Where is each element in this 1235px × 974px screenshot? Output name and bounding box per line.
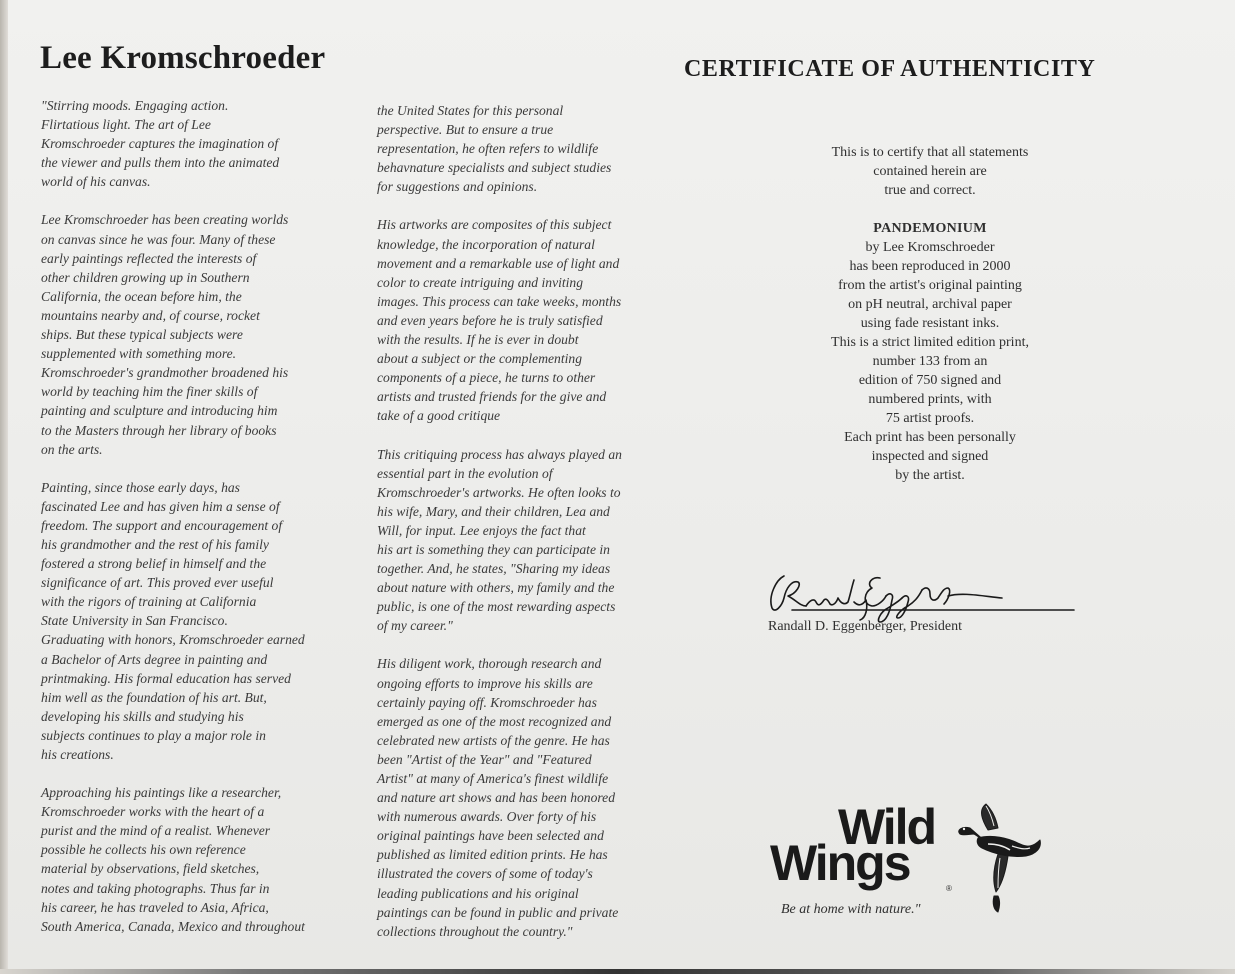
bio-line: his career, he has traveled to Asia, Africa,	[41, 899, 269, 915]
bio-line: Will, for input. Lee enjoys the fact that	[377, 522, 586, 538]
cert-detail-line: This is a strict limited edition print,	[831, 335, 1029, 350]
registered-mark: ®	[946, 884, 952, 893]
bio-line: public, is one of the most rewarding aspects	[377, 599, 616, 615]
bio-line: His artworks are composites of this subject	[377, 217, 612, 233]
cert-detail-line: Each print has been personally	[844, 430, 1016, 445]
bio-paragraph	[41, 96, 361, 191]
bio-line: developing his skills and studying his	[41, 708, 244, 724]
bio-line: purist and the mind of a realist. Whenever	[41, 823, 271, 839]
bio-line: early paintings reflected the interests of	[41, 250, 257, 266]
bio-line: Kromschroeder's grandmother broadened his	[41, 365, 289, 381]
bio-line: celebrated new artists of the genre. He has	[377, 732, 610, 748]
bio-line: subjects continues to play a major role in	[41, 727, 266, 743]
bio-paragraph	[41, 210, 361, 458]
bio-line: fostered a strong belief in himself and the	[41, 556, 267, 572]
cert-spacer	[790, 200, 1070, 219]
bio-line: Flirtatious light. The art of Lee	[41, 117, 211, 133]
bio-line: Painting, since those early days, has	[41, 479, 240, 495]
bio-line: other children growing up in Southern	[41, 269, 250, 285]
bio-line: freedom. The support and encouragement of	[41, 517, 283, 533]
flying-duck-icon	[948, 800, 1058, 915]
bio-line: painting and sculpture and introducing him	[41, 403, 278, 419]
bio-line: with the results. If he is ever in doubt	[377, 332, 579, 348]
bio-line: representation, he often refers to wildlife	[377, 141, 599, 157]
bio-line: been "Artist of the Year" and "Featured	[377, 751, 592, 767]
bio-line: Lee Kromschroeder has been creating worlds	[41, 212, 289, 228]
paper-bottom-edge	[0, 969, 1235, 974]
bio-line: of my career."	[377, 618, 453, 634]
bio-line: and nature art shows and has been honored	[377, 790, 616, 806]
logo-word-wild: Wild	[838, 799, 936, 855]
cert-detail-line: has been reproduced in 2000	[849, 259, 1011, 274]
handwritten-signature	[762, 566, 1082, 626]
bio-line: take of a good critique	[377, 408, 501, 424]
bio-line: about a subject or the complementing	[377, 351, 583, 367]
cert-detail-line: using fade resistant inks.	[860, 316, 1000, 331]
cert-detail-line: on pH neutral, archival paper	[848, 297, 1012, 312]
bio-line: behavnature specialists and subject studies	[377, 160, 612, 176]
bio-line: Kromschroeder works with the heart of a	[41, 804, 265, 820]
bio-line: collections throughout the country."	[377, 923, 573, 939]
bio-line: world of his canvas.	[41, 174, 151, 190]
bio-line: him well as the foundation of his art. But,	[41, 689, 267, 705]
bio-line: about nature with others, my family and the	[377, 580, 615, 596]
bio-line: paintings can be found in public and private	[377, 904, 619, 920]
bio-line: ongoing efforts to improve his skills are	[377, 675, 593, 691]
bio-line: ships. But these typical subjects were	[41, 327, 243, 343]
paper-left-edge	[0, 0, 8, 974]
bio-line: a Bachelor of Arts degree in painting and	[41, 651, 268, 667]
logo-word-wings: Wings	[770, 835, 910, 891]
bio-line: together. And, he states, "Sharing my ideas	[377, 561, 611, 577]
bio-line: possible he collects his own reference	[41, 842, 246, 858]
bio-line: to the Masters through her library of books	[41, 422, 277, 438]
bio-line: Kromschroeder's artworks. He often looks to	[377, 484, 621, 500]
bio-line: California, the ocean before him, the	[41, 288, 242, 304]
bio-line: Kromschroeder captures the imagination of	[41, 136, 279, 152]
bio-line: printmaking. His formal education has served	[41, 670, 291, 686]
bio-line: fascinated Lee and has given him a sense of	[41, 498, 280, 514]
bio-line: Graduating with honors, Kromschroeder earned	[41, 632, 305, 648]
logo-tagline: Be at home with nature."	[781, 902, 921, 917]
biography-column-1	[41, 96, 361, 955]
wild-wings-logo	[770, 800, 1070, 930]
bio-paragraph	[41, 478, 361, 764]
bio-line: for suggestions and opinions.	[377, 179, 538, 195]
bio-paragraph	[377, 101, 682, 196]
bio-line: movement and a remarkable use of light and	[377, 255, 620, 271]
bio-line: the viewer and pulls them into the animated	[41, 155, 280, 171]
bio-line: world by teaching him the finer skills of	[41, 384, 258, 400]
bio-line: mountains nearby and, of course, rocket	[41, 307, 260, 323]
bio-line: on the arts.	[41, 441, 103, 457]
cert-detail-line: by Lee Kromschroeder	[865, 240, 995, 255]
bio-line: perspective. But to ensure a true	[377, 122, 554, 138]
cert-detail-line: numbered prints, with	[868, 392, 992, 407]
bio-line: the United States for this personal	[377, 103, 564, 118]
cert-intro-line: contained herein are	[873, 164, 987, 179]
bio-line: illustrated the covers of some of today's	[377, 866, 593, 882]
bio-line: emerged as one of the most recognized and	[377, 713, 612, 729]
bio-line: Artist" at many of America's finest wildlife	[377, 771, 609, 786]
bio-line: South America, Canada, Mexico and throughout	[41, 918, 305, 934]
bio-line: his art is something they can participate in	[377, 541, 610, 557]
cert-detail-line: edition of 750 signed and	[858, 373, 1002, 388]
bio-paragraph	[41, 783, 361, 936]
bio-line: His diligent work, thorough research and	[377, 656, 602, 672]
bio-line: color to create intriguing and inviting	[377, 274, 584, 290]
cert-detail-line: number 133 from an	[872, 354, 988, 369]
cert-detail-line: 75 artist proofs.	[885, 411, 975, 426]
bio-line: on canvas since he was four. Many of these	[41, 231, 276, 247]
biography-column-2	[377, 101, 682, 960]
bio-paragraph	[377, 445, 682, 636]
cert-intro-line: This is to certify that all statements	[831, 145, 1029, 160]
bio-line: significance of art. This proved ever useful	[41, 575, 274, 591]
cert-detail-line: by the artist.	[895, 468, 965, 483]
bio-line: published as limited edition prints. He has	[377, 847, 608, 863]
bio-line: State University in San Francisco.	[41, 613, 228, 629]
bio-line: "Stirring moods. Engaging action.	[41, 98, 229, 113]
bio-line: artists and trusted friends for the give and	[377, 389, 607, 405]
cert-detail-line: from the artist's original painting	[838, 278, 1022, 293]
bio-line: and even years before he is truly satisfied	[377, 312, 603, 328]
bio-line: with the rigors of training at California	[41, 594, 257, 610]
bio-line: with numerous awards. Over forty of his	[377, 809, 597, 825]
bio-line: leading publications and his original	[377, 885, 579, 901]
bio-line: essential part in the evolution of	[377, 465, 553, 481]
certification-statement	[790, 143, 1070, 485]
bio-line: components of a piece, he turns to other	[377, 370, 596, 386]
print-title: PANDEMONIUM	[873, 221, 987, 236]
bio-line: his creations.	[41, 747, 114, 762]
bio-line: knowledge, the incorporation of natural	[377, 236, 595, 252]
bio-line: Approaching his paintings like a researcher,	[41, 785, 282, 801]
bio-line: his grandmother and the rest of his family	[41, 536, 269, 552]
bio-line: material by observations, field sketches,	[41, 861, 260, 877]
bio-line: supplemented with something more.	[41, 346, 237, 362]
bio-line: certainly paying off. Kromschroeder has	[377, 694, 597, 710]
signer-name: Randall D. Eggenberger, President	[768, 619, 962, 634]
bio-line: his wife, Mary, and their children, Lea and	[377, 503, 610, 519]
cert-detail-line: inspected and signed	[871, 449, 989, 464]
artist-name-heading: Lee Kromschroeder	[40, 40, 326, 76]
bio-paragraph	[377, 215, 682, 425]
cert-intro-line: true and correct.	[884, 183, 976, 198]
bio-line: This critiquing process has always played an	[377, 446, 622, 462]
certificate-title: CERTIFICATE OF AUTHENTICITY	[684, 56, 1096, 82]
bio-line: original paintings have been selected and	[377, 828, 604, 844]
bio-line: notes and taking photographs. Thus far in	[41, 880, 270, 896]
bio-paragraph	[377, 654, 682, 940]
bio-line: images. This process can take weeks, months	[377, 293, 622, 309]
